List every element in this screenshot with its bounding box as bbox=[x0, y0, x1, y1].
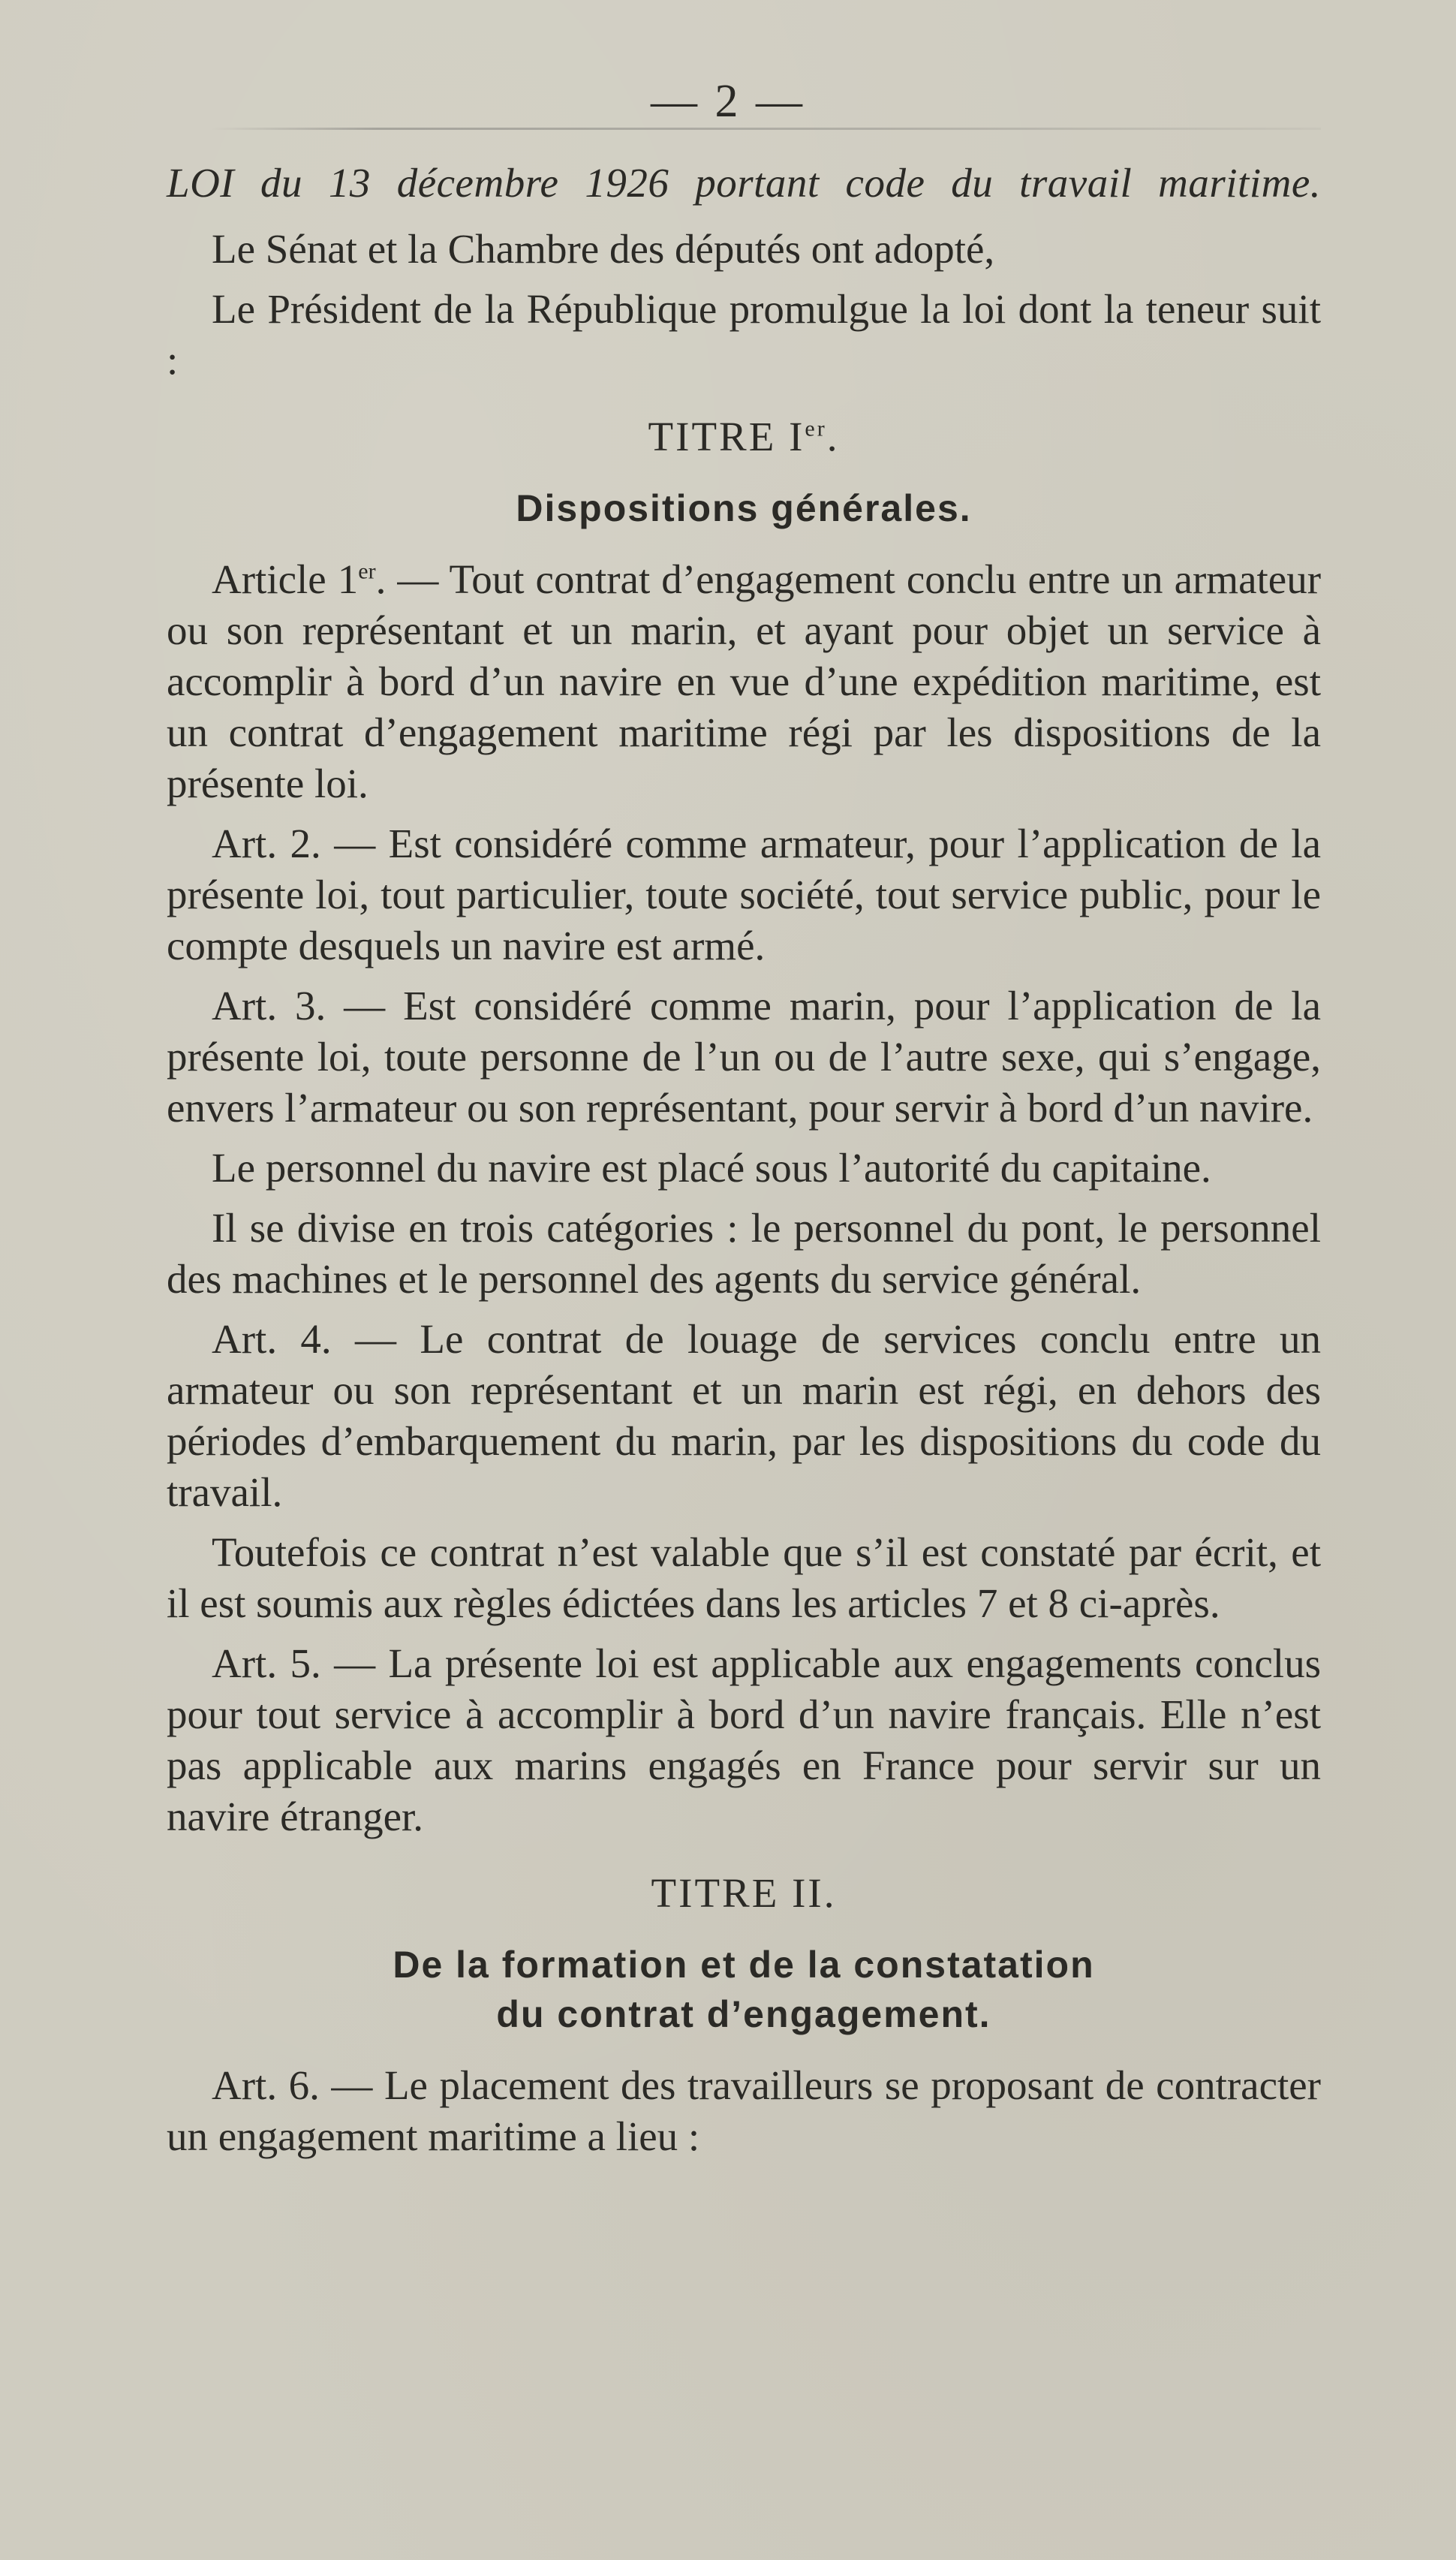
titre-2-label: TITRE II. bbox=[651, 1870, 837, 1916]
article-text: . — Tout contrat d’engagement conclu entre un armateur ou son représentant et un marin, et ayant pour objet un service à accomplir à bord d’un navire en vue d’une expédition maritime, est un contrat d’engagement maritime régi par les dispositions de la présente loi. bbox=[167, 556, 1322, 806]
page-number: — 2 — bbox=[651, 76, 805, 127]
titre-label-text: TITRE I bbox=[648, 414, 805, 459]
titre-2-heading-line: De la formation et de la constatation bbox=[393, 1944, 1095, 1986]
article-2: Art. 2. — Est considéré comme armateur, pour l’application de la présente loi, tout particulier, toute société, tout service public, pour le compte desquels un navire est armé. bbox=[167, 821, 1321, 968]
article-4-paragraph: Toutefois ce contrat n’est valable que s’il est constaté par écrit, et il est soumis aux règles édictées dans les articles 7 et 8 ci-après. bbox=[167, 1529, 1321, 1626]
header-rule bbox=[210, 128, 1321, 130]
article-lead: Article 1 bbox=[212, 556, 359, 602]
titre-1-heading: Dispositions générales. bbox=[516, 487, 972, 529]
titre-label-end: . bbox=[826, 414, 840, 459]
intro-paragraph: Le Président de la République promulgue la loi dont la teneur suit : bbox=[167, 286, 1321, 383]
titre-2-heading-line: du contrat d’engagement. bbox=[496, 1993, 991, 2035]
article-lead-sup: er bbox=[358, 559, 376, 584]
article-3-paragraph: Le personnel du navire est placé sous l’autorité du capitaine. bbox=[212, 1145, 1211, 1191]
document-body bbox=[167, 158, 1321, 2171]
article-3: Art. 3. — Est considéré comme marin, pour l’application de la présente loi, toute personne de l’un ou de l’autre sexe, qui s’engage, envers l’armateur ou son représentant, pour servir à bord d’un navire. bbox=[167, 983, 1321, 1131]
titre-1-label bbox=[167, 411, 1321, 462]
intro-paragraph: Le Sénat et la Chambre des députés ont adopté, bbox=[212, 226, 995, 272]
article-1 bbox=[167, 554, 1321, 809]
law-title: LOI du 13 décembre 1926 portant code du travail maritime. bbox=[167, 160, 1321, 206]
article-5: Art. 5. — La présente loi est applicable aux engagements conclus pour tout service à accomplir à bord d’un navire français. Elle n’est pas applicable aux marins engagés en France pour servir sur un navire étranger. bbox=[167, 1640, 1321, 1839]
article-4: Art. 4. — Le contrat de louage de services conclu entre un armateur ou son représentant et un marin est régi, en dehors des périodes d’embarquement du marin, par les dispositions du code du travail. bbox=[167, 1316, 1321, 1515]
article-6: Art. 6. — Le placement des travailleurs se proposant de contracter un engagement maritime a lieu : bbox=[167, 2062, 1321, 2159]
titre-2-heading bbox=[167, 1940, 1321, 2039]
article-3-paragraph: Il se divise en trois catégories : le personnel du pont, le personnel des machines et le personnel des agents du service général. bbox=[167, 1205, 1321, 1302]
titre-label-sup: er bbox=[805, 416, 827, 441]
